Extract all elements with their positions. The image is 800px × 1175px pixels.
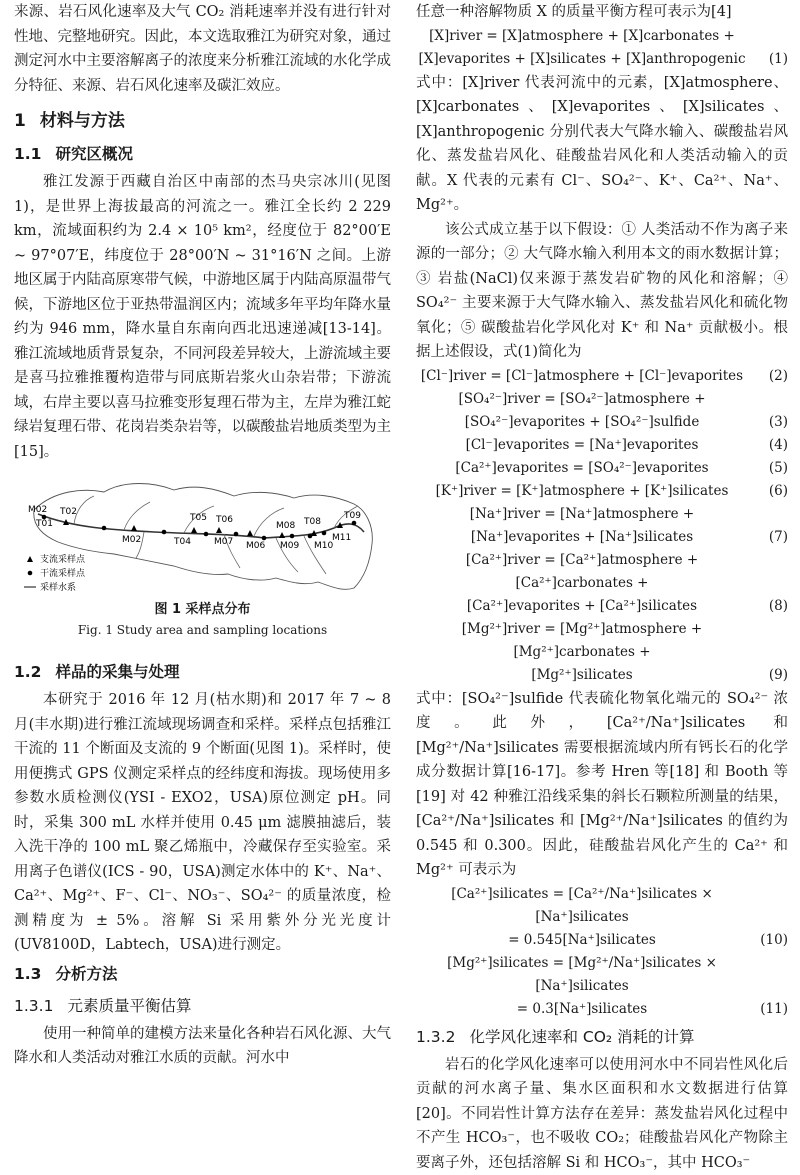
tributary <box>124 502 150 530</box>
equation-text: [Cl⁻]evaporites = [Na⁺]evaporites <box>416 434 748 457</box>
left-column <box>14 0 391 1071</box>
station-label: M06 <box>246 541 265 551</box>
section-1-3-1-title: 元素质量平衡估算 <box>67 997 191 1015</box>
mass-balance-intro: 任意一种溶解物质 X 的质量平衡方程可表示为[4] <box>416 0 788 25</box>
tributary <box>74 496 94 524</box>
station-label: M09 <box>280 541 299 551</box>
section-1-title: 材料与方法 <box>40 111 125 131</box>
equation-line <box>416 998 788 1021</box>
station-label: T08 <box>303 517 321 527</box>
study-area-paragraph: 雅江发源于西藏自治区中南部的杰马央宗冰川(见图 1)，是世界上海拔最高的河流之一。雅江全长约 2 229 km，流域面积约为 2.4 × 10⁵ km²，经度位于 82°00′E ~ 97°07′E，纬度位于 28°00′N ~ 31°16′N 之间。上游地区属于内陆高原寒带气候，中游地区属于内陆高原温带气候，下游地区位于亚热带温润区内；流域多年平均年降水量约为 946 mm，降水量自东南向西北迅速递减[13-14]。雅江流域地质背景复杂，不同河段差异较大，上游流域主要是喜马拉雅推覆构造带与同底斯岩浆火山杂岩带；下游流域，右岸主要以喜马拉雅变形复理石带为主，左岸为雅江蛇绿岩复理石带、花岗岩类杂岩等，以碳酸盐岩地质类型为主[15]。 <box>14 170 391 464</box>
station-label: T01 <box>35 519 53 529</box>
assumptions-paragraph: 该公式成立基于以下假设：① 人类活动不作为离子来源的一部分；② 大气降水输入利用本文的雨水数据计算；③ 岩盐(NaCl)仅来源于蒸发岩矿物的风化和溶解；④ SO₄²⁻ 主要来源于大气降水输入、蒸发盐岩风化和硫化物氧化；⑤ 碳酸盐岩化学风化对 K⁺ 和 Na⁺ 贡献极小。根据上述假设，式(1)简化为 <box>416 218 788 365</box>
equation-text: = 0.3[Na⁺]silicates <box>416 998 748 1021</box>
equation-line <box>416 618 788 664</box>
equation-line <box>416 457 788 480</box>
equations-2-9 <box>416 365 788 687</box>
equation-line <box>416 595 788 618</box>
equation-text: [Mg²⁺]silicates <box>416 664 748 687</box>
section-1-3-2-number: 1.3.2 <box>416 1028 455 1046</box>
equation-text: [X]evaporites + [X]silicates + [X]anthropogenic <box>416 48 748 71</box>
map-legend <box>24 553 86 593</box>
station-label: T04 <box>173 537 191 547</box>
equation-line <box>416 549 788 595</box>
equation-text: [X]river = [X]atmosphere + [X]carbonates + <box>416 25 748 48</box>
station-label: M11 <box>332 533 351 543</box>
equation-text: [Mg²⁺]river = [Mg²⁺]atmosphere + [Mg²⁺]carbonates + <box>416 618 748 664</box>
intro-paragraph: 来源、岩石风化速率及大气 CO₂ 消耗速率并没有进行针对性地、完整地研究。因此，本文选取雅江为研究对象，通过测定河水中主要溶解离子的浓度来分析雅江流域的水化学成分特征、来源、岩石风化速率及碳汇效应。 <box>14 0 391 98</box>
section-1-2-heading <box>14 656 391 688</box>
station-label: M02 <box>122 535 141 545</box>
legend-mainstem: 干流采样点 <box>40 567 86 579</box>
equation-number: (7) <box>748 526 788 549</box>
tributary-station <box>216 527 222 533</box>
section-1-3-number: 1.3 <box>14 965 41 983</box>
mass-balance-paragraph: 使用一种简单的建模方法来量化各种岩石风化源、大气降水和人类活动对雅江水质的贡献。河水中 <box>14 1022 391 1071</box>
equation-number: (11) <box>748 998 788 1021</box>
section-1-1-title: 研究区概况 <box>55 145 133 163</box>
tributary-station <box>279 532 285 538</box>
station-label: M07 <box>214 537 233 547</box>
tributary-station <box>247 530 253 536</box>
equation-text: [Ca²⁺]silicates = [Ca²⁺/Na⁺]silicates × [Na⁺]silicates <box>416 883 748 929</box>
equation-text: [SO₄²⁻]evaporites + [SO₄²⁻]sulfide <box>416 411 748 434</box>
mainstem-station <box>262 536 267 541</box>
equation-1-explanation: 式中：[X]river 代表河流中的元素，[X]atmosphere、[X]carbonates、[X]evaporites、[X]silicates、[X]anthropogenic 分别代表大气降水输入、碳酸盐岩风化、蒸发盐岩风化、硅酸盐岩风化和人类活动输入的贡献。X 代表的元素有 Cl⁻、SO₄²⁻、K⁺、Ca²⁺、Na⁺、Mg²⁺。 <box>416 71 788 218</box>
equation-text: [Ca²⁺]evaporites = [SO₄²⁻]evaporites <box>416 457 748 480</box>
equation-number: (4) <box>748 434 788 457</box>
equation-number: (5) <box>748 457 788 480</box>
equation-line <box>416 664 788 687</box>
station-label: T09 <box>343 511 361 521</box>
equation-text: [Cl⁻]river = [Cl⁻]atmosphere + [Cl⁻]evaporites <box>416 365 748 388</box>
section-1-1-number: 1.1 <box>14 145 41 163</box>
silicate-ratio-paragraph: 式中：[SO₄²⁻]sulfide 代表硫化物氧化端元的 SO₄²⁻ 浓度。此外，[Ca²⁺/Na⁺]silicates 和 [Mg²⁺/Na⁺]silicates 需要根据流域内所有钙长石的化学成分数据计算[16-17]。参考 Hren 等[18] 和 Booth 等[19] 对 42 种雅江沿线采集的斜长石颗粒所测量的结果，[Ca²⁺/Na⁺]silicates 和 [Mg²⁺/Na⁺]silicates 的值约为 0.545 和 0.300。因此，硅酸盐岩风化产生的 Ca²⁺ 和 Mg²⁺ 可表示为 <box>416 687 788 883</box>
section-1-3-1-heading <box>14 990 391 1022</box>
mainstem-legend-icon <box>28 571 33 576</box>
mainstem-station <box>290 534 295 539</box>
mainstem-station <box>234 532 239 537</box>
equation-line <box>416 365 788 388</box>
tributary-station <box>191 527 197 533</box>
equation-line <box>416 480 788 503</box>
equation-text: = 0.545[Na⁺]silicates <box>416 929 748 952</box>
mainstem-station <box>352 521 357 526</box>
equation-line <box>416 434 788 457</box>
equation-number: (10) <box>748 929 788 952</box>
equation-number: (8) <box>748 595 788 618</box>
equation-1b <box>416 48 788 71</box>
section-1-1-heading <box>14 138 391 170</box>
equation-1a <box>416 25 788 48</box>
mainstem-station <box>102 526 107 531</box>
equation-line <box>416 503 788 526</box>
equation-text: [K⁺]river = [K⁺]atmosphere + [K⁺]silicates <box>416 480 748 503</box>
sampling-map-figure <box>14 470 391 652</box>
equation-number: (1) <box>748 48 788 71</box>
section-1-number: 1 <box>14 111 26 131</box>
station-label: T05 <box>189 513 207 523</box>
equation-number: (9) <box>748 664 788 687</box>
equation-text: [Ca²⁺]river = [Ca²⁺]atmosphere + [Ca²⁺]carbonates + <box>416 549 748 595</box>
equation-line <box>416 388 788 411</box>
figure-caption-cn: 图 1 采样点分布 <box>14 600 391 620</box>
tributary-legend-icon <box>27 556 33 562</box>
section-1-3-1-number: 1.3.1 <box>14 997 53 1015</box>
equation-text: [Ca²⁺]evaporites + [Ca²⁺]silicates <box>416 595 748 618</box>
equation-text: [Na⁺]river = [Na⁺]atmosphere + <box>416 503 748 526</box>
station-label: T02 <box>59 507 77 517</box>
equation-text: [SO₄²⁻]river = [SO₄²⁻]atmosphere + <box>416 388 748 411</box>
section-1-3-2-heading <box>416 1021 788 1053</box>
equation-text: [Na⁺]evaporites + [Na⁺]silicates <box>416 526 748 549</box>
sampling-paragraph: 本研究于 2016 年 12 月(枯水期)和 2017 年 7 ~ 8 月(丰水期)进行雅江流域现场调查和采样。采样点包括雅江干流的 11 个断面及支流的 9 个断面(见图 1)。采样时，使用便携式 GPS 仪测定采样点的经纬度和海拔。现场使用多参数水质检测仪(YSI - EXO2，USA)原位测定 pH。同时，采集 300 mL 水样并使用 0.45 μm 滤膜抽滤后，装入洗干净的 100 mL 聚乙烯瓶中，冷藏保存至实验室。采用离子色谱仪(ICS - 90，USA)测定水体中的 K⁺、Na⁺、Ca²⁺、Mg²⁺、F⁻、Cl⁻、NO₃⁻、SO₄²⁻ 的质量浓度，检测精度为 ± 5%。溶解 Si 采用紫外分光光度计(UV8100D，Labtech，USA)进行测定。 <box>14 688 391 958</box>
tributary-station <box>131 525 137 531</box>
equation-line <box>416 883 788 929</box>
section-1-3-title: 分析方法 <box>55 965 117 983</box>
right-column <box>416 0 788 1175</box>
station-label: M08 <box>276 521 295 531</box>
mainstem-station <box>308 534 313 539</box>
equation-line <box>416 952 788 998</box>
station-label: M10 <box>314 541 333 551</box>
equation-number: (3) <box>748 411 788 434</box>
equation-line <box>416 526 788 549</box>
equation-line <box>416 929 788 952</box>
figure-caption-en: Fig. 1 Study area and sampling locations <box>14 620 391 640</box>
section-1-heading <box>14 104 391 138</box>
station-label: T06 <box>215 515 233 525</box>
station-label: M02 <box>28 505 47 515</box>
legend-river: 采样水系 <box>40 581 76 593</box>
mainstem-station <box>162 530 167 535</box>
section-1-3-heading <box>14 958 391 990</box>
section-1-3-2-title: 化学风化速率和 CO₂ 消耗的计算 <box>469 1028 694 1046</box>
weathering-rate-paragraph: 岩石的化学风化速率可以使用河水中不同岩性风化后贡献的河水离子量、集水区面积和水文数据进行估算[20]。不同岩性计算方法存在差异：蒸发盐岩风化过程中不产生 HCO₃⁻，也不吸收 CO₂；硅酸盐岩风化产物除主要离子外，还包括溶解 Si 和 HCO₃⁻，其中 HCO₃⁻ <box>416 1053 788 1175</box>
mainstem-station <box>204 532 209 537</box>
equation-number: (6) <box>748 480 788 503</box>
equation-text: [Mg²⁺]silicates = [Mg²⁺/Na⁺]silicates × [Na⁺]silicates <box>416 952 748 998</box>
equation-number: (2) <box>748 365 788 388</box>
section-1-2-title: 样品的采集与处理 <box>55 663 179 681</box>
section-1-2-number: 1.2 <box>14 663 41 681</box>
equations-10-11 <box>416 883 788 1021</box>
legend-tributary: 支流采样点 <box>40 553 86 565</box>
equation-line <box>416 411 788 434</box>
mainstem-station <box>322 531 327 536</box>
